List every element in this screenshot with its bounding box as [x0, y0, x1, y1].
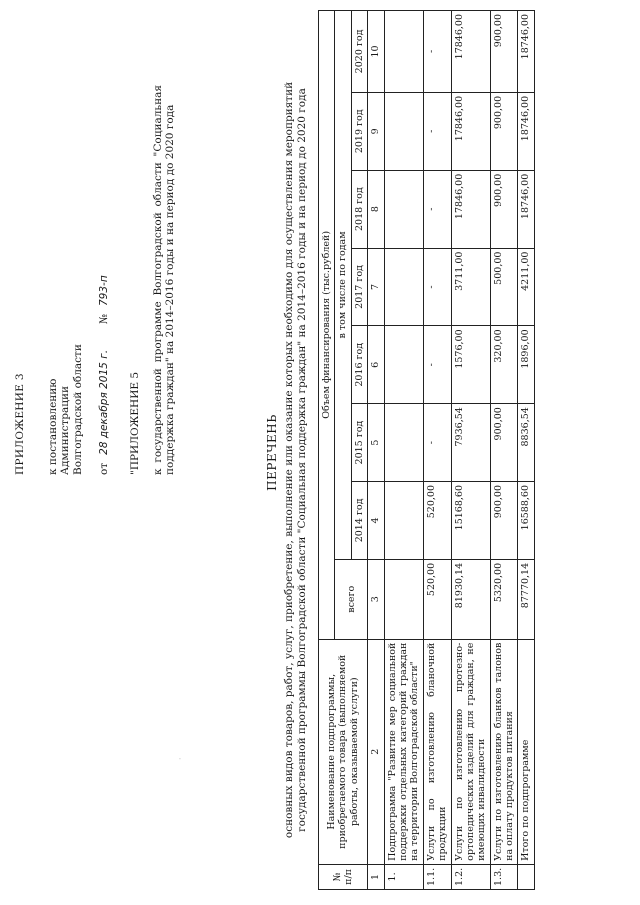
row-year-value: 1896,00	[518, 326, 534, 404]
row-year-value	[384, 482, 423, 560]
row-year-value	[384, 326, 423, 404]
col-number: 1	[368, 864, 384, 889]
appendix-title: ПРИЛОЖЕНИЕ 3	[14, 373, 26, 475]
row-year-value: 1576,00	[451, 326, 490, 404]
header-year: 2019 год	[351, 92, 367, 170]
header-year: 2016 год	[351, 326, 367, 404]
document-title: ПЕРЕЧЕНЬ	[265, 414, 279, 491]
row-number: 1.1.	[423, 864, 451, 889]
row-year-value: 8836,54	[518, 404, 534, 482]
row-year-value	[384, 404, 423, 482]
row-year-value: 900,00	[490, 11, 518, 93]
row-total: 81930,14	[451, 559, 490, 639]
row-name: Услуги по изготовлению протезно-ортопедических изделий для граждан, не имеющих инвалидности	[451, 639, 490, 864]
row-year-value: 17846,00	[451, 11, 490, 93]
col-number: 3	[368, 559, 384, 639]
row-year-value: 900,00	[490, 92, 518, 170]
row-year-value: 500,00	[490, 248, 518, 326]
row-name: Услуги по изготовлению бланочной продукции	[423, 639, 451, 864]
date-prefix: от	[98, 462, 111, 475]
row-year-value: -	[423, 11, 451, 93]
header-year: 2015 год	[351, 404, 367, 482]
table-row	[384, 11, 423, 890]
number-value: 793-п	[98, 275, 111, 307]
row-year-value: 18746,00	[518, 170, 534, 248]
row-year-value: 18746,00	[518, 11, 534, 93]
table-row	[518, 11, 534, 890]
row-year-value: -	[423, 404, 451, 482]
row-year-value: 900,00	[490, 404, 518, 482]
row-total: 87770,14	[518, 559, 534, 639]
table-row	[451, 11, 490, 890]
row-year-value: 900,00	[490, 482, 518, 560]
row-year-value: 7936,54	[451, 404, 490, 482]
scan-speck: ·	[176, 757, 185, 760]
row-year-value: 16588,60	[518, 482, 534, 560]
col-number: 8	[368, 170, 384, 248]
row-total	[384, 559, 423, 639]
row-total: 520,00	[423, 559, 451, 639]
row-name: Услуги по изготовлению бланков талонов на оплату продуктов питания	[490, 639, 518, 864]
row-number: 1.2.	[451, 864, 490, 889]
column-number-row	[368, 11, 384, 890]
row-year-value: -	[423, 248, 451, 326]
appendix5-text: к государственной программе Волгоградской области "Социальная поддержка граждан" на 2014–2016 годы и на период до 2020 года	[151, 85, 177, 475]
row-year-value	[384, 11, 423, 93]
row-year-value	[384, 248, 423, 326]
appendix-block	[14, 85, 177, 475]
row-year-value: 17846,00	[451, 170, 490, 248]
table-row	[423, 11, 451, 890]
header-total: всего	[335, 559, 368, 639]
col-number: 5	[368, 404, 384, 482]
header-year: 2018 год	[351, 170, 367, 248]
header-name: Наименование подпрограммы, приобретаемого товара (выполняемой работы, оказываемой услуги)	[319, 639, 368, 864]
appendix5-title: "ПРИЛОЖЕНИЕ 5	[128, 371, 141, 475]
row-year-value: -	[423, 92, 451, 170]
row-year-value: 17846,00	[451, 92, 490, 170]
table-body	[384, 11, 534, 890]
date-row	[98, 225, 111, 475]
col-number: 4	[368, 482, 384, 560]
row-year-value: 320,00	[490, 326, 518, 404]
col-number: 2	[368, 639, 384, 864]
header-including: в том числе по годам	[335, 11, 351, 560]
row-year-value: -	[423, 326, 451, 404]
row-number	[518, 864, 534, 889]
col-number: 6	[368, 326, 384, 404]
row-year-value: 900,00	[490, 170, 518, 248]
date-value: 28 декабря 2015 г.	[98, 349, 111, 455]
row-number: 1.	[384, 864, 423, 889]
col-number: 9	[368, 92, 384, 170]
header-year: 2017 год	[351, 248, 367, 326]
row-year-value: 3711,00	[451, 248, 490, 326]
row-year-value: 15168,60	[451, 482, 490, 560]
row-year-value: 520,00	[423, 482, 451, 560]
row-name: Подпрограмма "Развитие мер социальной поддержки отдельных категорий граждан на территории Волгоградской области"	[384, 639, 423, 864]
appendix-line-2: Администрации	[59, 386, 72, 475]
header-year: 2020 год	[351, 11, 367, 93]
appendix-line-1: к постановлению	[46, 378, 59, 475]
row-name: Итого по подпрограмме	[518, 639, 534, 864]
header-funding: Объем финансирования (тыс.рублей)	[319, 11, 335, 640]
row-year-value: -	[423, 170, 451, 248]
appendix-line-3: Волгоградской области	[71, 344, 84, 475]
header-num: № п/п	[319, 864, 368, 889]
header-year: 2014 год	[351, 482, 367, 560]
col-number: 7	[368, 248, 384, 326]
row-total: 5320,00	[490, 559, 518, 639]
row-year-value: 18746,00	[518, 92, 534, 170]
col-number: 10	[368, 11, 384, 93]
table-row	[490, 11, 518, 890]
funding-table	[318, 10, 535, 890]
row-number: 1.3.	[490, 864, 518, 889]
number-prefix: №	[98, 314, 111, 324]
document-subtitle: основных видов товаров, работ, услуг, приобретение, выполнение или оказание которых необходимо для осуществления мероприятий государственной программы Волгоградской области "Социальная поддержка граждан" на 2014–2016 годы и на период до 2020 года	[283, 81, 308, 839]
row-year-value: 4211,00	[518, 248, 534, 326]
row-year-value	[384, 170, 423, 248]
row-year-value	[384, 92, 423, 170]
